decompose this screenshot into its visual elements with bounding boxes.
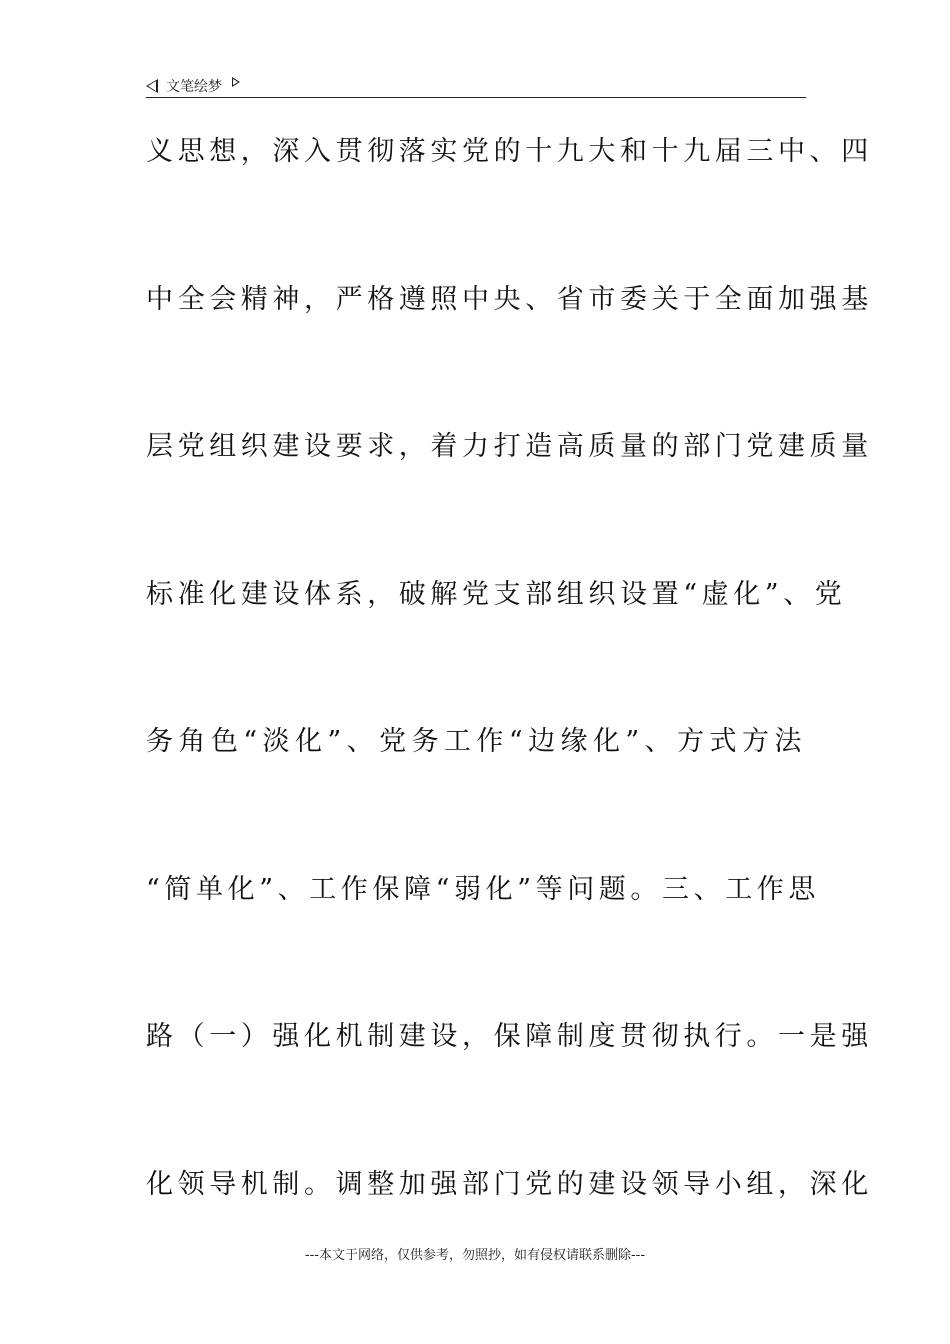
body-line: 化领导机制。调整加强部门党的建设领导小组，深化	[146, 1168, 873, 1200]
footer-notice: ---本文于网络，仅供参考，勿照抄，如有侵权请联系删除---	[304, 1248, 646, 1263]
document-body	[146, 128, 873, 1308]
body-line: 路（一）强化机制建设，保障制度贯彻执行。一是强	[146, 1021, 873, 1052]
body-line: “简单化”、工作保障“弱化”等问题。三、工作思	[146, 873, 821, 905]
right-triangle-icon	[232, 77, 240, 87]
header-divider	[146, 97, 806, 98]
page-header	[146, 74, 806, 98]
body-line: 层党组织建设要求，着力打造高质量的部门党建质量	[146, 431, 873, 462]
left-triangle-icon	[146, 79, 158, 93]
body-line: 标准化建设体系，破解党支部组织设置“虚化”、党	[146, 578, 847, 610]
body-line: 中全会精神，严格遵照中央、省市委关于全面加强基	[146, 283, 873, 315]
body-line: 务角色“淡化”、党务工作“边缘化”、方式方法	[146, 726, 806, 757]
header-label: 文笔绘梦	[166, 79, 222, 95]
body-line: 义思想，深入贯彻落实党的十九大和十九届三中、四	[146, 136, 873, 167]
